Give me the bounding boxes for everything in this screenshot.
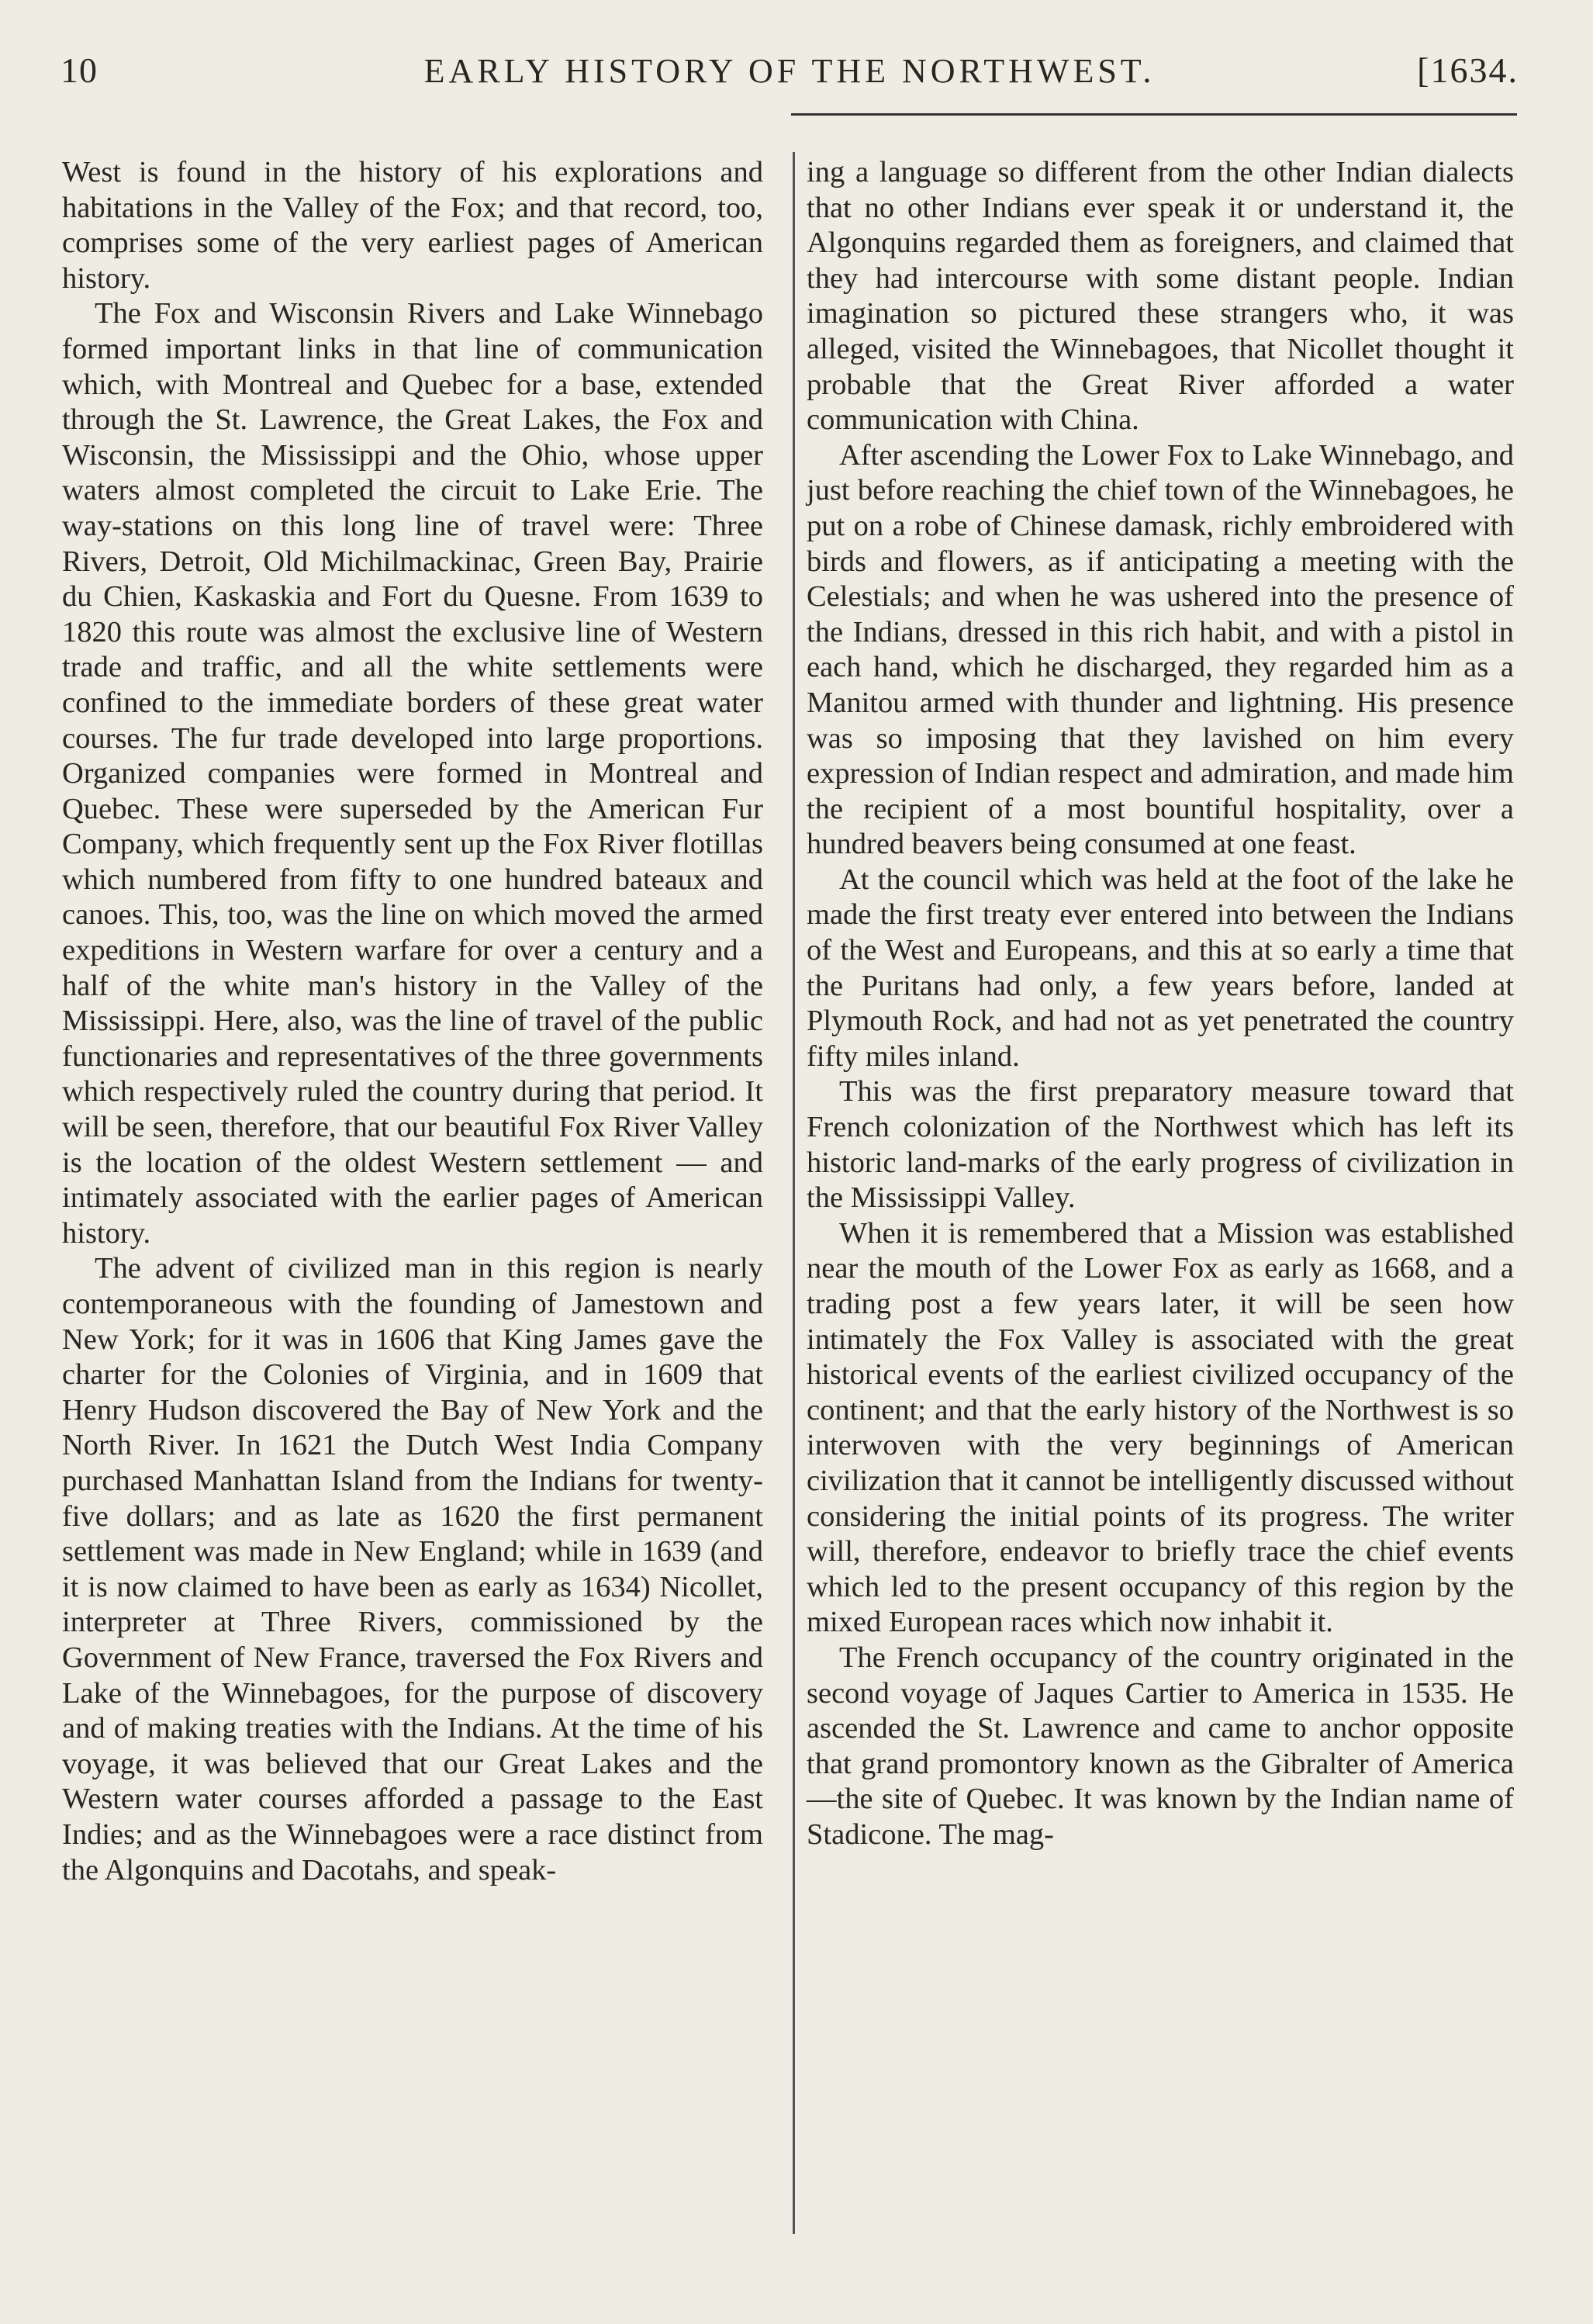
column-divider xyxy=(793,152,795,2234)
paragraph: ing a language so different from the other Indian dialects that no other Indians ever speak it or understand it, the Algonquins regarded them as foreigners, and claimed that they had intercourse with some distant people. Indian imagination so pictured these strangers who, it was alleged, visited the Winnebagoes, that Nicollet thought it probable that the Great River afforded a water communication with China. xyxy=(807,156,1514,437)
paragraph: At the council which was held at the foot of the lake he made the first treaty ever entered into between the Indians of the West and Europeans, and this at so early a time that the Puritans had only, a few years before, landed at Plymouth Rock, and had not as yet penetrated the country fifty miles inland. xyxy=(807,863,1514,1073)
running-title: EARLY HISTORY OF THE NORTHWEST. xyxy=(423,52,1156,90)
paragraph: When it is remembered that a Mission was established near the mouth of the Lower Fox as early as 1668, and a trading post a few years later, it will be seen how intimately the Fox Valley is associated with the great historical events of the earliest civilized occupancy of the continent; and that the early history of the Northwest is so interwoven with the very beginnings of American civilization that it cannot be intelligently discussed without considering the initial points of its progress. The writer will, therefore, endeavor to briefly trace the chief events which led to the present occupancy of this region by the mixed European races which now inhabit it. xyxy=(807,1216,1514,1639)
left-column xyxy=(62,155,763,1888)
paragraph: The advent of civilized man in this region is nearly contemporaneous with the founding of Jamestown and New York; for it was in 1606 that King James gave the charter for the Colonies of Virginia, and in 1609 that Henry Hudson discovered the Bay of New York and the North River. In 1621 the Dutch West India Company purchased Manhattan Island from the Indians for twenty-five dollars; and as late as 1620 the first permanent settlement was made in New England; while in 1639 (and it is now claimed to have been as early as 1634) Nicollet, interpreter at Three Rivers, commissioned by the Government of New France, traversed the Fox Rivers and Lake of the Winnebagoes, for the purpose of discovery and of making treaties with the Indians. At the time of his voyage, it was believed that our Great Lakes and the Western water courses afforded a passage to the East Indies; and as the Winnebagoes were a race distinct from the Algonquins and Dacotahs, and speak- xyxy=(62,1252,763,1887)
page-number: 10 xyxy=(60,50,98,90)
right-column xyxy=(807,155,1514,1853)
paragraph: The French occupancy of the country originated in the second voyage of Jaques Cartier to America in 1535. He ascended the St. Lawrence and came to anchor opposite that grand promontory known as the Gibralter of America—the site of Quebec. It was known by the Indian name of Stadicone. The mag- xyxy=(807,1641,1514,1851)
header-rule xyxy=(791,113,1517,116)
paragraph: This was the first preparatory measure toward that French colonization of the Northwest which has left its historic land-marks of the early progress of civilization in the Mississippi Valley. xyxy=(807,1075,1514,1215)
paragraph: West is found in the history of his explorations and habitations in the Valley of the Fox; and that record, too, comprises some of the very earliest pages of American history. xyxy=(62,156,763,295)
page-header xyxy=(60,50,1519,104)
header-year: [1634. xyxy=(1417,50,1519,90)
paragraph: The Fox and Wisconsin Rivers and Lake Winnebago formed important links in that line of communication which, with Montreal and Quebec for a base, extended through the St. Lawrence, the Great Lakes, the Fox and Wisconsin, the Mississippi and the Ohio, whose upper waters almost completed the circuit to Lake Erie. The way-stations on this long line of travel were: Three Rivers, Detroit, Old Michilmackinac, Green Bay, Prairie du Chien, Kaskaskia and Fort du Quesne. From 1639 to 1820 this route was almost the exclusive line of Western trade and traffic, and all the white settlements were confined to the immediate borders of these great water courses. The fur trade developed into large proportions. Organized companies were formed in Montreal and Quebec. These were superseded by the American Fur Company, which frequently sent up the Fox River flotillas which numbered from fifty to one hundred bateaux and canoes. This, too, was the line on which moved the armed expeditions in Western warfare for over a century and a half of the white man's history in the Valley of the Mississippi. Here, also, was the line of travel of the public functionaries and representatives of the three governments which respectively ruled the country during that period. It will be seen, therefore, that our beautiful Fox River Valley is the location of the oldest Western settlement — and intimately associated with the earlier pages of American history. xyxy=(62,297,763,1250)
paragraph: After ascending the Lower Fox to Lake Winnebago, and just before reaching the chief town of the Winnebagoes, he put on a robe of Chinese damask, richly embroidered with birds and flowers, as if anticipating a meeting with the Celestials; and when he was ushered into the presence of the Indians, dressed in this rich habit, and with a pistol in each hand, which he discharged, they regarded him as a Manitou armed with thunder and lightning. His presence was so imposing that they lavished on him every expression of Indian respect and admiration, and made him the recipient of a most bountiful hospitality, over a hundred beavers being consumed at one feast. xyxy=(807,438,1514,861)
